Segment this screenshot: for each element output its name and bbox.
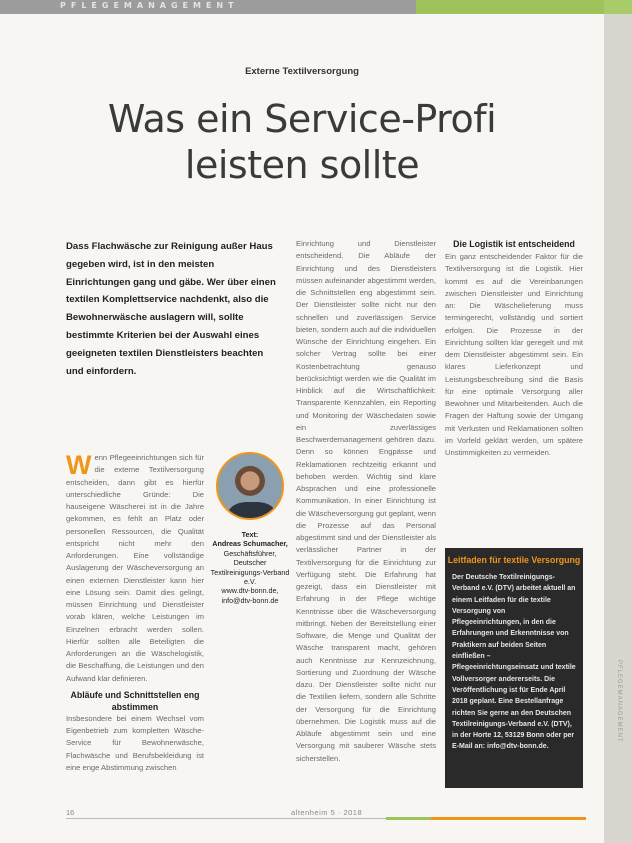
header-bar-green [416,0,604,14]
article-kicker: Externe Textilversorgung [245,66,359,77]
author-box [210,452,290,605]
page-number: 16 [66,808,75,817]
info-box-title: Leitfaden für textile Versorgung [447,555,581,565]
column-left [66,452,204,774]
middle-column-text: Einrichtung und Dienstleister entscheidend. Die Abläufe der Einrichtung und des Dienstleisters müssen aufeinander abgestimmt werden, die Schnittstellen eng abgestimmt sein. Der Dienstleister sollte nicht nur den schnellen und zuverlässigen Service bieten, sondern auch auf die individuellen Wünsche der Einrichtung eingehen. Ein solcher Vertrag sollte bei einer Kostenbetrachtung genauso berücksichtigt werden wie die Qualität im Hinblick auf die Wirtschaftlichkeit: Transparente Kennzahlen, ein Reporting und Monitoring der Wäschedaten sowie ein zuverlässiges Beschwerdemanagement gehören dazu. Denn so können Engpässe und Reklamationen rechtzeitig erkannt und behoben werden. Wichtig sind klare Absprachen und eine professionelle Kommunikation. In einer Einrichtung ist die Wäscheversorgung gut geplant, wenn die Prozesse auf das Personal abgestimmt sind und der Dienstleister als verlässlicher Partner in der Textilversorgung für die Einrichtung zur Verfügung steht. Die Erfahrung hat gezeigt, dass ein Dienstleister mit Erfahrung in der Pflege wichtige Kenntnisse über die Wäscheversorgung mitbringt. Neben der Bereitstellung einer Software, die Menge und Qualität der Wäsche transparent macht, gehören auch Kenntnisse zur Kennzeichnung, Sortierung und Zuordnung der Wäsche dazu. Der Dienstleister sollte nicht nur die Textilien liefern, sondern alle Schritte der Versorgung für die Einrichtung übernehmen. Die Logistik muss auf die Abläufe abgestimmt sein und eine Versorgung mit sauberer Wäsche stets sicherstellen. [296,239,436,763]
portrait-shirt [228,502,276,520]
title-line-2: leisten sollte [184,143,420,187]
author-credit [210,530,290,605]
author-email: info@dtv-bonn.de [221,595,279,605]
author-role: Geschäftsführer, Deutscher Textilreinigungs-Verband e.V. [210,548,290,587]
article-lead: Dass Flachwäsche zur Reinigung außer Haus gegeben wird, ist in den meisten Einrichtungen gang und gäbe. Wer über einen textilen Komplettservice nachdenkt, also die Bewohnerwäsche auslagern will, sollte bestimmte Kriterien bei der Auswahl eines geeigneten textilen Dienstleisters beachten und einfordern. [66,241,276,377]
footer-accent-orange [431,817,586,820]
section-header-bar [0,0,604,14]
footer-rule [66,818,386,819]
drop-cap: W [66,450,92,480]
intro-text: enn Pflegeeinrichtungen sich für die externe Textilversorgung entscheiden, dann gibt es hierfür unterschiedliche Gründe: Die hauseigene Wäscherei ist in die Jahre gekommen, es fehlt an Platz oder personellen Ressourcen, die Qualität entspricht nicht mehr den Anforderungen. Eine vollständige Auslagerung der Wäscheversorgung an einen externen Dienstleister kann hier eine Lösung sein. Damit dies gelingt, müssen Einrichtung und Dienstleister vorab klären, welche Leistungen im Einzelnen erbracht werden sollen. Hierfür sollten alle Beteiligten die Anforderungen an die Wäschelogistik, die Beschaffung, die Leistungen und den Aufwand klar definieren. [66,453,204,683]
intro-paragraph [66,452,204,685]
footer-accent-green [386,817,431,820]
subheading-logistik: Die Logistik ist entscheidend [453,239,575,249]
author-name: Andreas Schumacher, [212,539,288,549]
next-page-edge-green [604,0,632,14]
publication-line: altenheim 5 · 2018 [291,808,363,817]
subheading-abstimmen: Abläufe und Schnittstellen eng abstimmen [70,689,200,712]
author-label: Text: [241,530,259,539]
info-box [445,548,583,788]
article-title [0,96,604,188]
column-middle [296,238,436,765]
author-portrait [216,452,284,520]
title-line-1: Was ein Service-Profi [107,97,497,141]
author-website: www.dtv-bonn.de, [221,586,279,596]
right-column-text: Ein ganz entscheidender Faktor für die Textilversorgung ist die Logistik. Hier kommt es auf die Vereinbarungen zwischen Dienstleister und Einrichtung an: Die Wäschelieferung muss termingerecht, vollständig und sortiert erfolgen. Die Prozesse in der Einrichtung sollten klar geregelt und mit dem Dienstleister abgestimmt sein. Ein klares Lieferkonzept und Leistungsbeschreibung sind die Basis für eine optimale Versorgung aller Bewohner und Mitarbeitenden. Auch die Fragen der Haftung sowie der Umgang mit Verlusten und Reklamationen sollten im Vorfeld geklärt werden, um spätere Unstimmigkeiten zu vermeiden. [445,252,583,457]
section-label: PFLEGEMANAGEMENT [60,1,239,10]
column-right [445,238,583,459]
page-footer [66,808,586,822]
next-page-side-text: PFLEGEMANAGEMENT [616,660,622,743]
subheading-abstimmen-text: Insbesondere bei einem Wechsel vom Eigenbetrieb zum kompletten Wäsche-Service für Bewohnerwäsche, Flachwäsche und Berufsbekleidung ist eine enge Abstimmung zwischen [66,713,204,772]
info-box-text: Der Deutsche Textilreinigungs-Verband e.V. (DTV) arbeitet aktuell an einem Leitfaden für die textile Versorgung von Pflegeeinrichtungen, in den die Erfahrungen und Erkenntnisse von Praktikern auf beiden Seiten einfließen – Pflegeeinrichtungseinsatz und textile Vollversorger andererseits. Die Veröffentlichung ist für Ende April 2018 geplant. Eine Bestellanfrage richten Sie gerne an den Deutschen Textilreinigungs-Verband e.V. (DTV), in der Horte 12, 53129 Bonn oder per E-Mail an: info@dtv-bonn.de. [452,574,576,751]
